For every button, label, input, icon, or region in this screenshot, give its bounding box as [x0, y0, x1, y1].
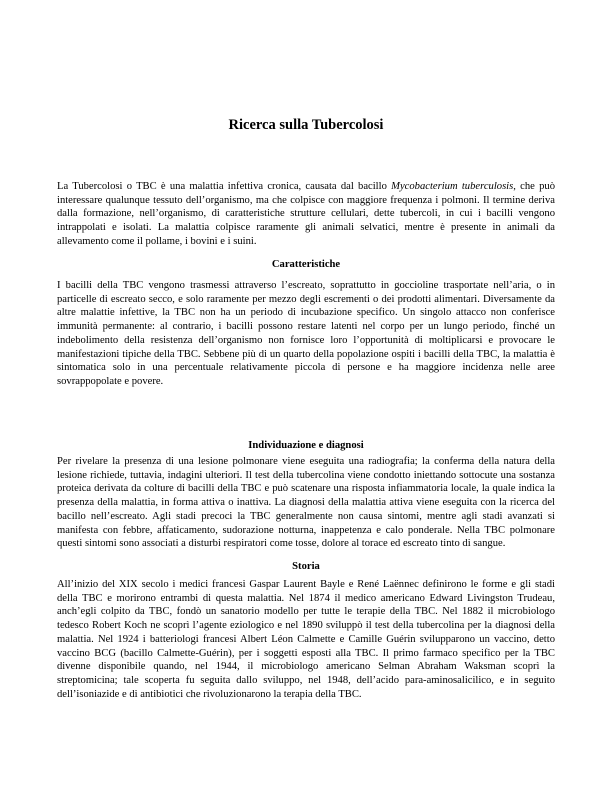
page-title: Ricerca sulla Tubercolosi — [228, 117, 384, 133]
section-paragraph-storia: All’inizio del XIX secolo i medici francesi Gaspar Laurent Bayle e René Laënnec definirono le forme e gli stadi della TBC e morirono entrambi di questa malattia. Nel 1874 il medico americano Edward Livingston Trudeau, anch’egli colpito da TBC, fondò un sanatorio modello per tutte le terapie della TBC. Nel 1882 il microbiologo tedesco Robert Koch ne scoprì l’agente eziologico e nel 1890 sviluppò il test della tubercolina per la diagnosi della malattia. Nel 1924 i batteriologi francesi Albert Léon Calmette e Camille Guérin svilupparono un vaccino, detto vaccino BCG (bacillo Calmette-Guérin), per i soggetti esposti alla TBC. Il primo farmaco specifico per la TBC divenne disponibile quando, nel 1944, il microbiologo americano Selman Abraham Waksman scoprì la streptomicina; tale scoperta fu seguita dallo sviluppo, nel 1948, dell’acido para-aminosalicilico, e in seguito dell’isoniazide e di antibiotici che rivoluzionarono la terapia della TBC. — [57, 579, 555, 700]
section-heading-diagnosi: Individuazione e diagnosi — [248, 440, 364, 451]
intro-text-start: La Tubercolosi o TBC è una malattia infettiva cronica, causata dal bacillo — [57, 181, 392, 192]
section-heading-storia: Storia — [292, 561, 320, 572]
section-paragraph-caratteristiche: I bacilli della TBC vengono trasmessi attraverso l’escreato, soprattutto in goccioline trasportate nell’aria, o in particelle di escreato secco, e solo raramente per mezzo degli escrementi o dei prodotti alimentari. Diversamente da altre malattie infettive, la TBC non ha un periodo di incubazione specifico. Un singolo attacco non conferisce immunità permanente: al contrario, i bacilli possono restare latenti nel corpo per un lungo periodo, finché un indebolimento della resistenza dell’organismo non fornisce loro l’opportunità di moltiplicarsi e provocare le manifestazioni tipiche della TBC. Sebbene più di un quarto della popolazione ospiti i bacilli della TBC, la malattia è sintomatica solo in una percentuale relativamente piccola di persone e ha maggiore incidenza nelle aree sovrappopolate e povere. — [57, 280, 555, 387]
section-heading-caratteristiche: Caratteristiche — [271, 259, 341, 270]
intro-species-name: Mycobacterium tuberculosis — [391, 181, 514, 192]
intro-paragraph — [57, 180, 555, 249]
intro-text-end: , che può interessare qualunque tessuto dell’organismo, ma che colpisce con maggiore frequenza i polmoni. Il termine deriva dalla formazione, nell’organismo, di caratteristiche strutture cellulari, dette tubercoli, in cui i bacilli vengono intrappolati e isolati. La malattia colpisce raramente gli animali selvatici, mentre è presente in animali da allevamento come il pollame, i bovini e i suini. — [57, 181, 556, 247]
section-paragraph-diagnosi: Per rivelare la presenza di una lesione polmonare viene eseguita una radiografia; la conferma della natura della lesione richiede, tuttavia, indagini ulteriori. Il test della tubercolina viene condotto iniettando sottocute una sostanza proteica derivata da colture di bacilli della TBC e può scatenare una risposta infiammatoria locale, la quale indica la presenza della malattia, in forma attiva o inattiva. La diagnosi della malattia attiva viene eseguita con la ricerca del bacillo nell’escreato. Agli stadi precoci la TBC generalmente non causa sintomi, mentre agli stadi avanzati si manifesta con febbre, affaticamento, sudorazione notturna, inappetenza e calo ponderale. Nella TBC polmonare questi sintomi sono associati a disturbi respiratori come tosse, dolore al torace ed escreato tinto di sangue. — [57, 456, 555, 550]
